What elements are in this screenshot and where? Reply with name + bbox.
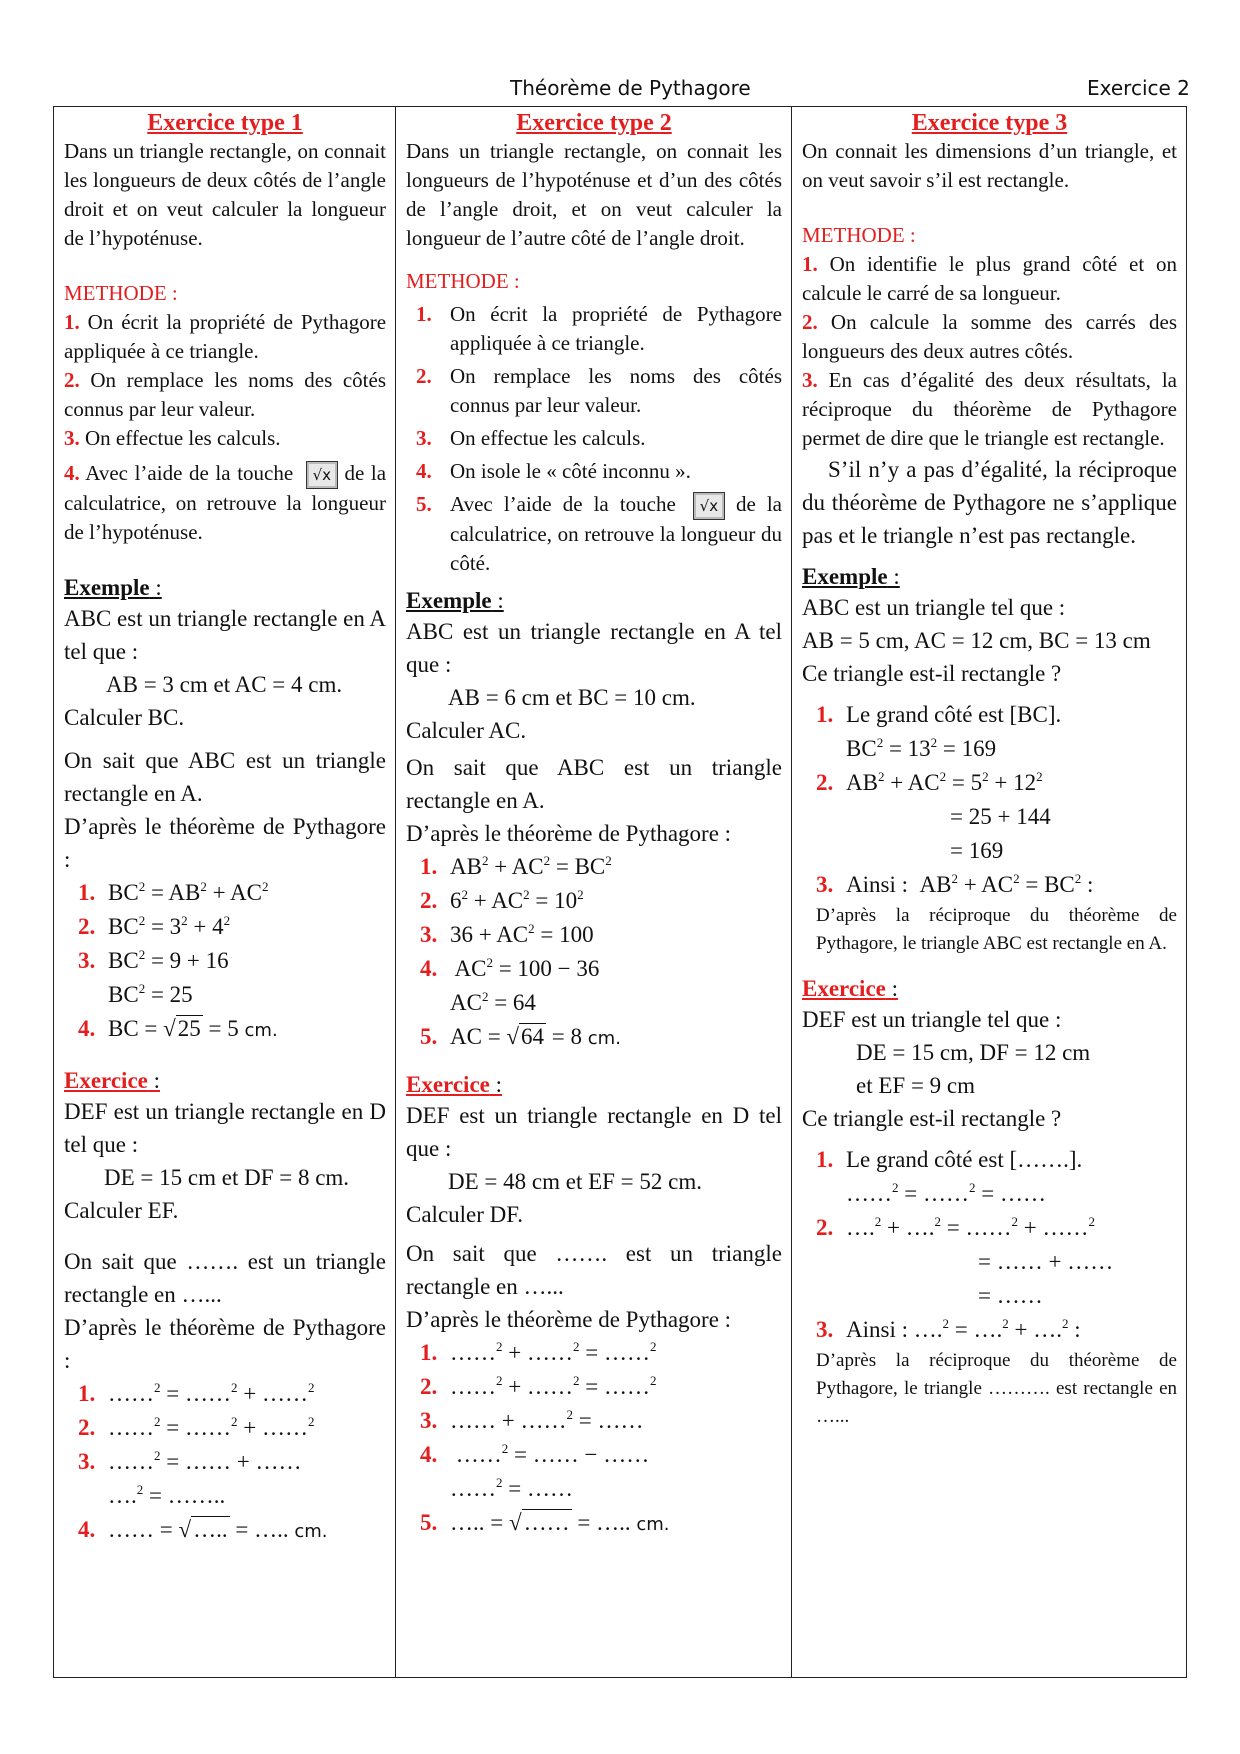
exercise-text: DEF est un triangle rectangle en D tel que : [406, 1103, 782, 1162]
calc-line: 5. AC = √64 = 8 cm. [420, 1024, 621, 1050]
methode-heading: METHODE : [64, 281, 178, 305]
methode-heading: METHODE : [802, 223, 916, 247]
method-step: 1. On écrit la propriété de Pythagore appliquée à ce triangle. [416, 302, 782, 355]
example-heading: Exemple : [802, 564, 900, 589]
conclusion-text: D’après la réciproque du théorème de Pythagore, le triangle ………. est rectangle en …... [816, 1350, 1177, 1427]
blank-line: ….$^2$ = …….. [108, 1482, 226, 1509]
calc-line: $BC^2 = 13^2 = 169$ [846, 735, 997, 761]
sqrt-key-icon: √x [306, 461, 338, 489]
exercise-values: et EF = 9 cm [856, 1073, 976, 1098]
exercise-text: DEF est un triangle rectangle en D tel que : [64, 1099, 386, 1158]
page-header [0, 76, 1240, 106]
column-type-3 [792, 107, 1186, 1677]
column-title: Exercice type 2 [516, 110, 672, 136]
blank-line: = …… + …… [978, 1249, 1114, 1274]
column-type-2 [396, 107, 792, 1677]
method-step: 4. On isole le « côté inconnu ». [416, 459, 691, 483]
blank-line: 3. Ainsi : ….$^2$ = ….$^2$ + ….$^2$ : [816, 1316, 1081, 1342]
method-step: 2. On remplace les noms des côtés connus par leur valeur. [64, 368, 386, 421]
method-step: 2. On remplace les noms des côtés connus par leur valeur. [416, 364, 782, 417]
example-question: Ce triangle est-il rectangle ? [802, 661, 1062, 686]
exercise-question: Ce triangle est-il rectangle ? [802, 1106, 1062, 1131]
example-text: ABC est un triangle rectangle en A tel que : [64, 606, 386, 665]
calc-line: 2. $AB^2 + AC^2 = 5^2 + 12^2$ [816, 769, 1043, 795]
solution-text: On sait que ABC est un triangle rectangle en A. [406, 755, 782, 814]
calc-line: 3. $BC^2 = 9 + 16$ [78, 947, 229, 974]
blank-line: 3. ……$^2$ = …… + …… [78, 1448, 302, 1475]
example-heading: Exemple : [64, 575, 162, 601]
solution-text: On sait que ABC est un triangle rectangle en A. [64, 748, 386, 807]
exercise-fill-text: On sait que ……. est un triangle rectangle en …... [64, 1249, 386, 1308]
blank-line: 2. ……$^2$ + ……$^2$ = ……$^2$ [420, 1373, 657, 1400]
column-title: Exercice type 3 [911, 110, 1068, 136]
solution-text: D’après le théorème de Pythagore : [406, 821, 732, 847]
column-type-1 [54, 107, 396, 1677]
method-step: 3. On effectue les calculs. [64, 426, 281, 450]
solution-text: D’après le théorème de Pythagore : [64, 814, 386, 873]
exercise-number: Exercice 2 [1087, 76, 1190, 100]
blank-line: 1. ……$^2$ = ……$^2$ + ……$^2$ [78, 1380, 315, 1407]
exercise-question: Calculer EF. [64, 1198, 179, 1224]
blank-line: 4. ……$^2$ = …… − …… [420, 1441, 650, 1468]
method-step: 3. En cas d’égalité des deux résultats, la réciproque du théorème de Pythagore permet de dire que le triangle est rectangle. [802, 368, 1177, 450]
intro-text: Dans un triangle rectangle, on connait les longueurs de deux côtés de l’angle droit et on veut calculer la longueur de l’hypoténuse. [64, 139, 386, 250]
blank-line: 1. Le grand côté est […….]. [816, 1147, 1083, 1172]
conclusion-text: D’après la réciproque du théorème de Pythagore, le triangle ABC est rectangle en A. [816, 905, 1177, 954]
exercise-values: DE = 15 cm et DF = 8 cm. [104, 1165, 350, 1191]
example-values: AB = 3 cm et AC = 4 cm. [106, 672, 343, 698]
example-question: Calculer BC. [64, 705, 185, 731]
calc-line: 4. $AC^2 = 100 - 36$ [420, 955, 600, 982]
exercise-question: Calculer DF. [406, 1202, 523, 1228]
exercise-heading: Exercice : [802, 976, 898, 1001]
calc-line: 1. Le grand côté est [BC]. [816, 702, 1062, 727]
calc-line: 1. $AB^2 + AC^2 = BC^2$ [420, 853, 612, 880]
method-note: S’il n’y a pas d’égalité, la réciproque du théorème de Pythagore ne s’applique pas et le triangle n’est pas rectangle. [802, 457, 1177, 548]
exercise-values: DE = 48 cm et EF = 52 cm. [448, 1169, 702, 1195]
sqrt-key-icon: √x [693, 492, 725, 520]
example-text: ABC est un triangle rectangle en A tel que : [406, 619, 782, 678]
blank-line: ……$^2$ = …… [450, 1475, 573, 1502]
exercise-text: DEF est un triangle tel que : [802, 1007, 1062, 1032]
calc-line: 1. $BC^2 = AB^2 + AC^2$ [78, 879, 269, 906]
method-steps [406, 300, 782, 578]
method-step: 1. On écrit la propriété de Pythagore appliquée à ce triangle. [64, 310, 387, 363]
calc-line: 2. $6^2 + AC^2 = 10^2$ [420, 887, 584, 914]
method-step: 1. On identifie le plus grand côté et on calcule le carré de sa longueur. [802, 252, 1177, 305]
exercise-heading: Exercice : [406, 1072, 502, 1098]
exercise-heading: Exercice : [64, 1068, 160, 1094]
method-step: 5. Avec l’aide de la touche √x de la calculatrice, on retrouve la longueur du côté. [416, 492, 783, 576]
method-step: 4. Avec l’aide de la touche √x de la calculatrice, on retrouve la longueur de l’hypoténuse. [64, 461, 387, 545]
blank-line: 1. ……$^2$ + ……$^2$ = ……$^2$ [420, 1339, 657, 1366]
calc-line: $AC^2 = 64$ [450, 989, 536, 1016]
method-step: 3. On effectue les calculs. [416, 426, 646, 450]
example-text: ABC est un triangle tel que : [802, 595, 1066, 620]
calc-line: 2. $BC^2 = 3^2 + 4^2$ [78, 913, 231, 940]
exercise-fill-text: On sait que ……. est un triangle rectangle en …... [406, 1241, 782, 1300]
blank-line: 5. ….. = √…… = ….. cm. [420, 1510, 670, 1536]
calc-line: 4. BC = √25 = 5 cm. [78, 1016, 278, 1042]
intro-text: Dans un triangle rectangle, on connait les longueurs de l’hypoténuse et d’un des côtés de l’angle droit, et on veut calculer la longueur de l’autre côté de l’angle droit. [406, 139, 782, 250]
example-heading: Exemple : [406, 588, 504, 614]
calc-line: = 25 + 144 [950, 804, 1051, 829]
worksheet-table [53, 106, 1187, 1678]
example-question: Calculer AC. [406, 718, 527, 744]
column-title: Exercice type 1 [147, 110, 303, 136]
calc-line: 3. $36 + AC^2 = 100$ [420, 921, 594, 948]
page-title: Théorème de Pythagore [510, 76, 751, 100]
exercise-values: DE = 15 cm, DF = 12 cm [856, 1040, 1091, 1065]
exercise-fill-text: D’après le théorème de Pythagore : [64, 1315, 386, 1374]
blank-line: 2. ….$^2$ + ….$^2$ = ……$^2$ + ……$^2$ [816, 1214, 1095, 1240]
blank-line: 4. …… = √….. = ….. cm. [78, 1517, 328, 1543]
example-values: AB = 5 cm, AC = 12 cm, BC = 13 cm [802, 628, 1151, 653]
calc-line: = 169 [950, 838, 1004, 863]
intro-text: On connait les dimensions d’un triangle, et on veut savoir s’il est rectangle. [802, 139, 1177, 192]
method-step: 2. On calcule la somme des carrés des longueurs des deux autres côtés. [802, 310, 1177, 363]
blank-line: = …… [978, 1283, 1043, 1308]
exercise-fill-text: D’après le théorème de Pythagore : [406, 1307, 732, 1333]
example-values: AB = 6 cm et BC = 10 cm. [448, 685, 696, 711]
calc-line: $BC^2 = 25$ [108, 981, 193, 1008]
blank-line: 2. ……$^2$ = ……$^2$ + ……$^2$ [78, 1414, 315, 1441]
methode-heading: METHODE : [406, 269, 520, 293]
blank-line: 3. …… + ……$^2$ = …… [420, 1407, 644, 1434]
blank-line: ……$^2$ = ……$^2$ = …… [846, 1180, 1046, 1206]
calc-line: 3. Ainsi : $AB^2 + AC^2 = BC^2$ : [816, 871, 1094, 897]
